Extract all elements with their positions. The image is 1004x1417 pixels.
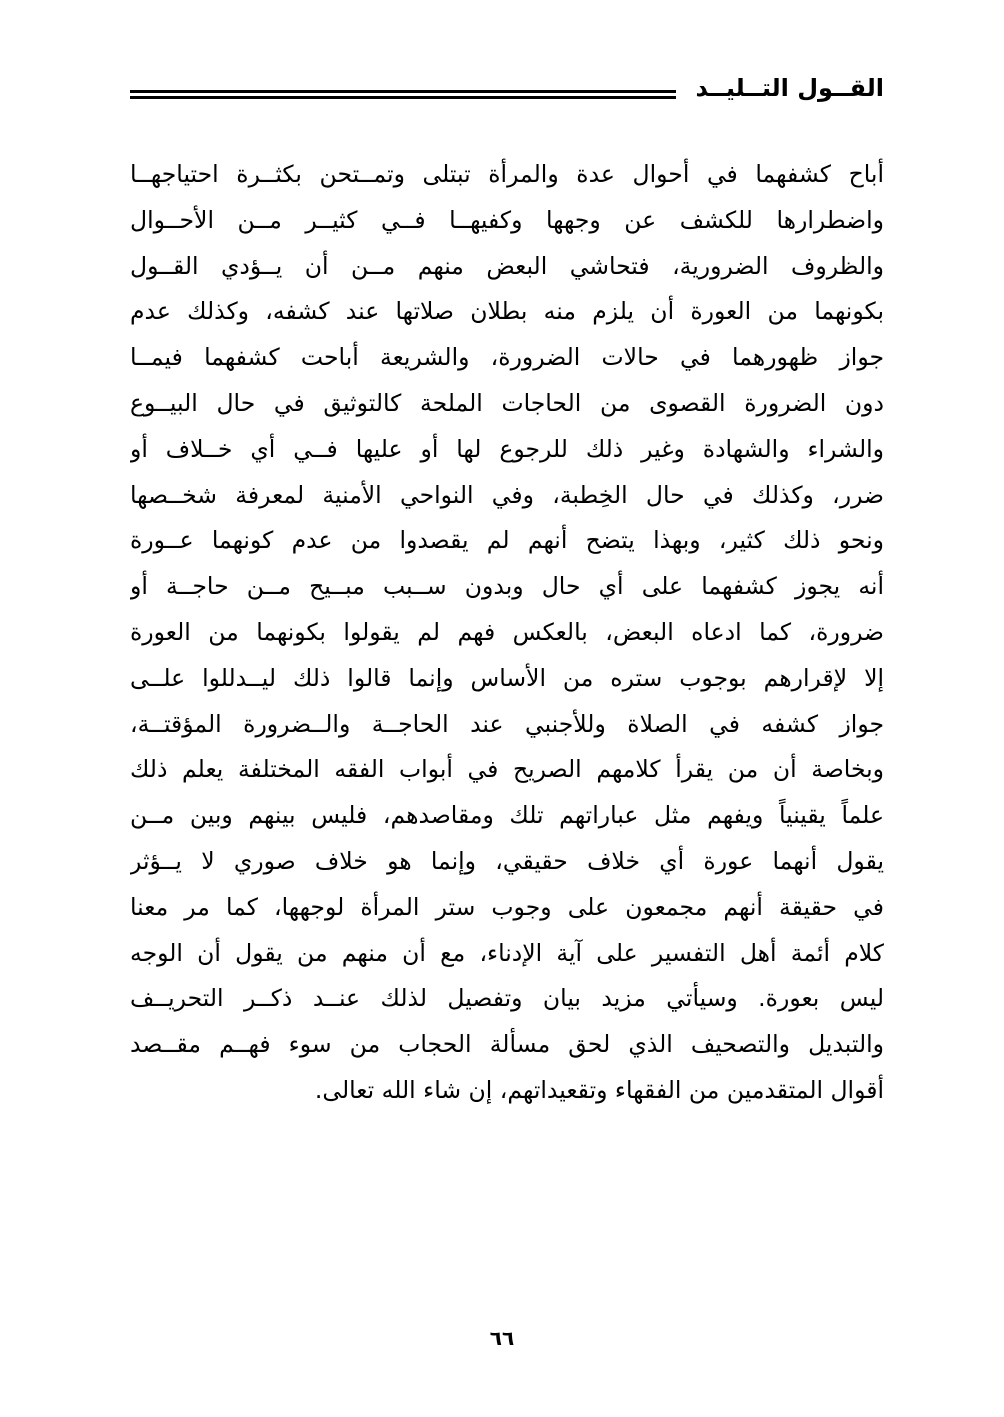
text-line: والتبديل والتصحيف الذي لحق مسألة الحجاب من سوء فهــم مقــصد — [130, 1030, 884, 1059]
text-line: ضرر، وكذلك في حال الخِطبة، وفي النواحي الأمنية لمعرفة شخــصها — [130, 480, 884, 509]
text-line: كلام أئمة أهل التفسير على آية الإدناء، مع أن منهم من يقول أن الوجه — [130, 938, 884, 967]
text-line: إلا لإقرارهم بوجوب ستره من الأساس وإنما قالوا ذلك ليــدللوا علــى — [130, 663, 884, 692]
header-title: القــول التــليــد — [695, 74, 884, 102]
text-line: والشراء والشهادة وغير ذلك للرجوع لها أو عليها فــي أي خــلاف أو — [130, 434, 884, 463]
text-line: ضرورة، كما ادعاه البعض، بالعكس فهم لم يقولوا بكونهما من العورة — [130, 617, 884, 646]
text-line: أباح كشفهما في أحوال عدة والمرأة تبتلى وتمــتحن بكثــرة احتياجهــا — [130, 160, 884, 188]
text-line: يقول أنهما عورة أي خلاف حقيقي، وإنما هو خلاف صوري لا يــؤثر — [130, 846, 884, 875]
text-line: والظروف الضرورية، فتحاشي البعض منهم مــن أن يــؤدي القــول — [130, 251, 884, 280]
text-line: ليس بعورة. وسيأتي مزيد بيان وتفصيل لذلك عنــد ذكــر التحريــف — [130, 984, 884, 1013]
body-paragraph — [130, 152, 884, 1114]
text-line: ونحو ذلك كثير، وبهذا يتضح أنهم لم يقصدوا من عدم كونهما عــورة — [130, 526, 884, 555]
text-line-last: أقوال المتقدمين من الفقهاء وتقعيداتهم، إن شاء الله تعالى. — [314, 1075, 884, 1104]
text-line: وبخاصة أن من يقرأ كلامهم الصريح في أبواب الفقه المختلفة يعلم ذلك — [130, 755, 884, 784]
text-line: علماً يقينياً ويفهم مثل عباراتهم تلك ومقاصدهم، فليس بينهم وبين مــن — [130, 801, 884, 830]
text-line: جواز ظهورهما في حالات الضرورة، والشريعة أباحت كشفهما فيمــا — [130, 343, 884, 372]
text-line: في حقيقة أنهم مجمعون على وجوب ستر المرأة لوجهها، كما مر معنا — [130, 892, 884, 921]
header-double-rule — [130, 90, 676, 99]
text-line: بكونهما من العورة أن يلزم منه بطلان صلاتها عند كشفه، وكذلك عدم — [130, 297, 884, 326]
page-number: ٦٦ — [489, 1326, 515, 1350]
running-header — [130, 72, 884, 116]
text-line: دون الضرورة القصوى من الحاجات الملحة كالتوثيق في حال البيــوع — [130, 388, 884, 417]
text-line: أنه يجوز كشفهما على أي حال وبدون ســبب مبــيح مــن حاجــة أو — [130, 572, 884, 601]
text-line: جواز كشفه في الصلاة وللأجنبي عند الحاجــة والــضرورة المؤقتــة، — [130, 709, 884, 738]
text-line: واضطرارها للكشف عن وجهها وكفيهــا فــي كثيــر مــن الأحــوال — [130, 205, 884, 234]
